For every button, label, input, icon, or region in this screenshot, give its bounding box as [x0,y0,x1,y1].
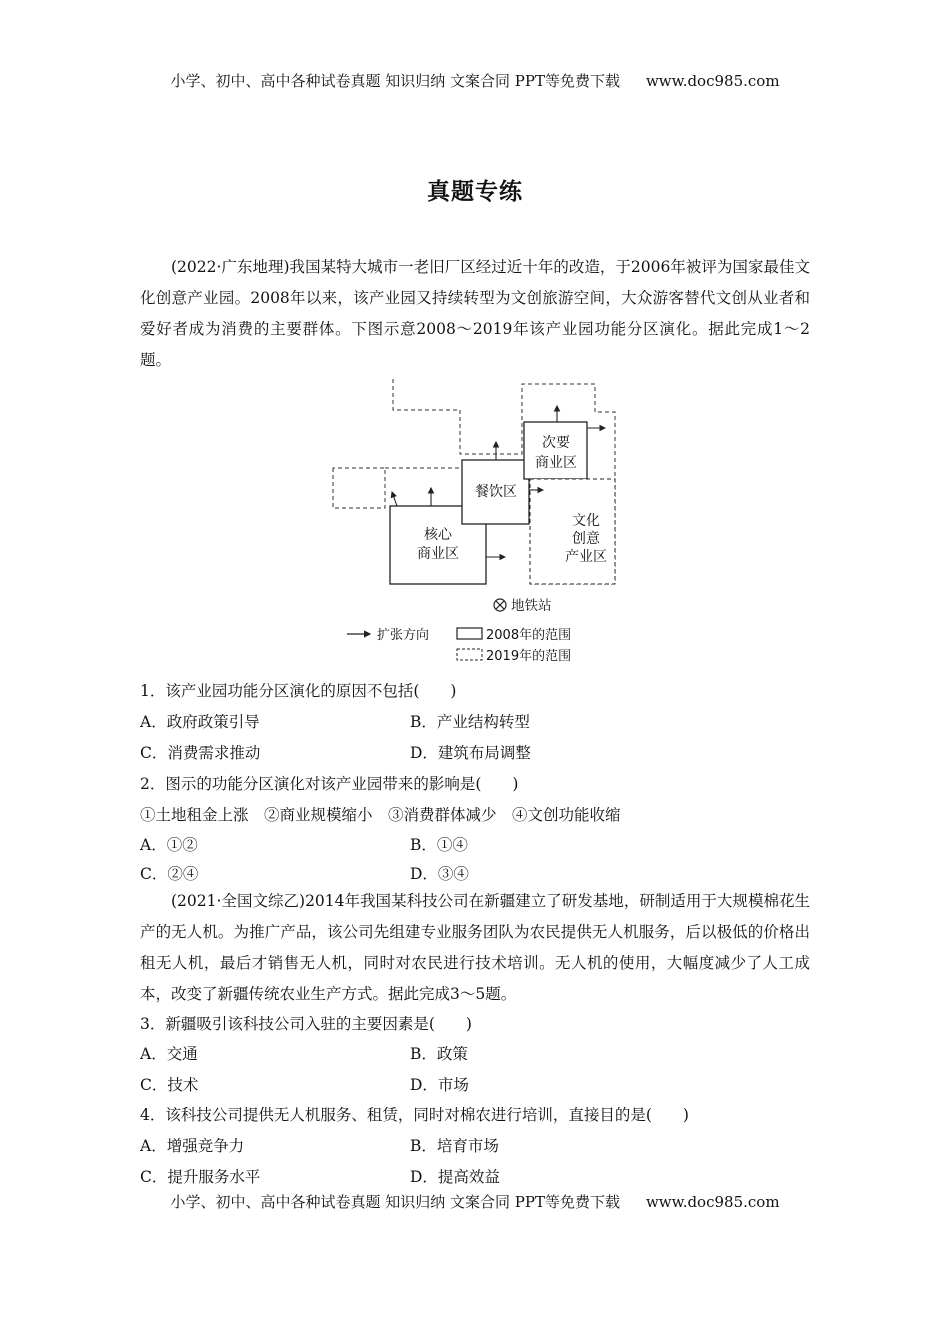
q2-option-d[interactable]: D．③④ [410,865,469,883]
culture-zone-label-2: 创意 [572,531,600,547]
subway-label: 地铁站 [511,598,552,614]
q1-option-c[interactable]: C．消费需求推动 [140,744,261,762]
footer-text: 小学、初中、高中各种试卷真题 知识归纳 文案合同 PPT等免费下载 [170,1193,620,1211]
dining-zone-label: 餐饮区 [475,484,517,500]
zone-evolution-diagram [325,372,635,672]
subway-icon [494,599,506,611]
page-footer [0,1191,950,1212]
intro-passage-1: (2022·广东地理)我国某特大城市一老旧厂区经过近十年的改造，于2006年被评为国家最佳文化创意产业园。2008年以来，该产业园又持续转型为文创旅游空间，大众游客替代文创从业者和爱好者成为消费的主要群体。下图示意2008～2019年该产业园功能分区演化。据此完成1～2题。 [140,258,810,369]
legend-solid-box [457,628,482,639]
q3-option-d[interactable]: D．市场 [410,1076,469,1094]
q1-option-b[interactable]: B．产业结构转型 [410,713,530,731]
core-zone-label-1: 核心 [424,527,452,543]
q2-stem: 2．图示的功能分区演化对该产业园带来的影响是( ) [140,775,519,793]
page-header [0,70,950,91]
q1-option-a[interactable]: A．政府政策引导 [140,713,260,731]
q4-stem: 4．该科技公司提供无人机服务、租赁，同时对棉农进行培训，直接目的是( ) [140,1106,689,1124]
legend-dashed-box [457,649,482,660]
q3-option-b[interactable]: B．政策 [410,1045,468,1063]
q2-option-c[interactable]: C．②④ [140,865,199,883]
secondary-zone-label-2: 商业区 [535,455,577,471]
culture-zone-label-1: 文化 [572,513,600,529]
header-text: 小学、初中、高中各种试卷真题 知识归纳 文案合同 PPT等免费下载 [170,72,620,90]
q4-option-b[interactable]: B．培育市场 [410,1137,499,1155]
legend-dashed-label: 2019年的范围 [486,649,572,664]
page-title: 真题专练 [427,179,523,205]
secondary-zone-label-1: 次要 [542,435,570,451]
q1-option-d[interactable]: D．建筑布局调整 [410,744,531,762]
legend-solid-label: 2008年的范围 [486,628,572,643]
q4-option-d[interactable]: D．提高效益 [410,1168,500,1186]
q2-items: ①土地租金上涨 ②商业规模缩小 ③消费群体减少 ④文创功能收缩 [140,806,621,824]
q2-option-a[interactable]: A．①② [140,836,198,854]
q2-option-b[interactable]: B．①④ [410,836,468,854]
header-site[interactable]: www.doc985.com [645,72,780,90]
q3-option-c[interactable]: C．技术 [140,1076,199,1094]
legend-arrow-label: 扩张方向 [377,628,430,643]
q1-stem: 1．该产业园功能分区演化的原因不包括( ) [140,682,457,700]
intro-passage-2: (2021·全国文综乙)2014年我国某科技公司在新疆建立了研发基地，研制适用于大规模棉花生产的无人机。为推广产品，该公司先组建专业服务团队为农民提供无人机服务，后以极低的价格出租无人机，最后才销售无人机，同时对农民进行技术培训。无人机的使用，大幅度减少了人工成本，改变了新疆传统农业生产方式。据此完成3～5题。 [140,892,810,1003]
q4-option-c[interactable]: C．提升服务水平 [140,1168,261,1186]
q3-stem: 3．新疆吸引该科技公司入驻的主要因素是( ) [140,1015,472,1033]
culture-zone-label-3: 产业区 [565,549,607,565]
q3-option-a[interactable]: A．交通 [140,1045,198,1063]
q4-option-a[interactable]: A．增强竞争力 [140,1137,245,1155]
footer-site[interactable]: www.doc985.com [645,1193,780,1211]
core-zone-label-2: 商业区 [417,546,459,562]
